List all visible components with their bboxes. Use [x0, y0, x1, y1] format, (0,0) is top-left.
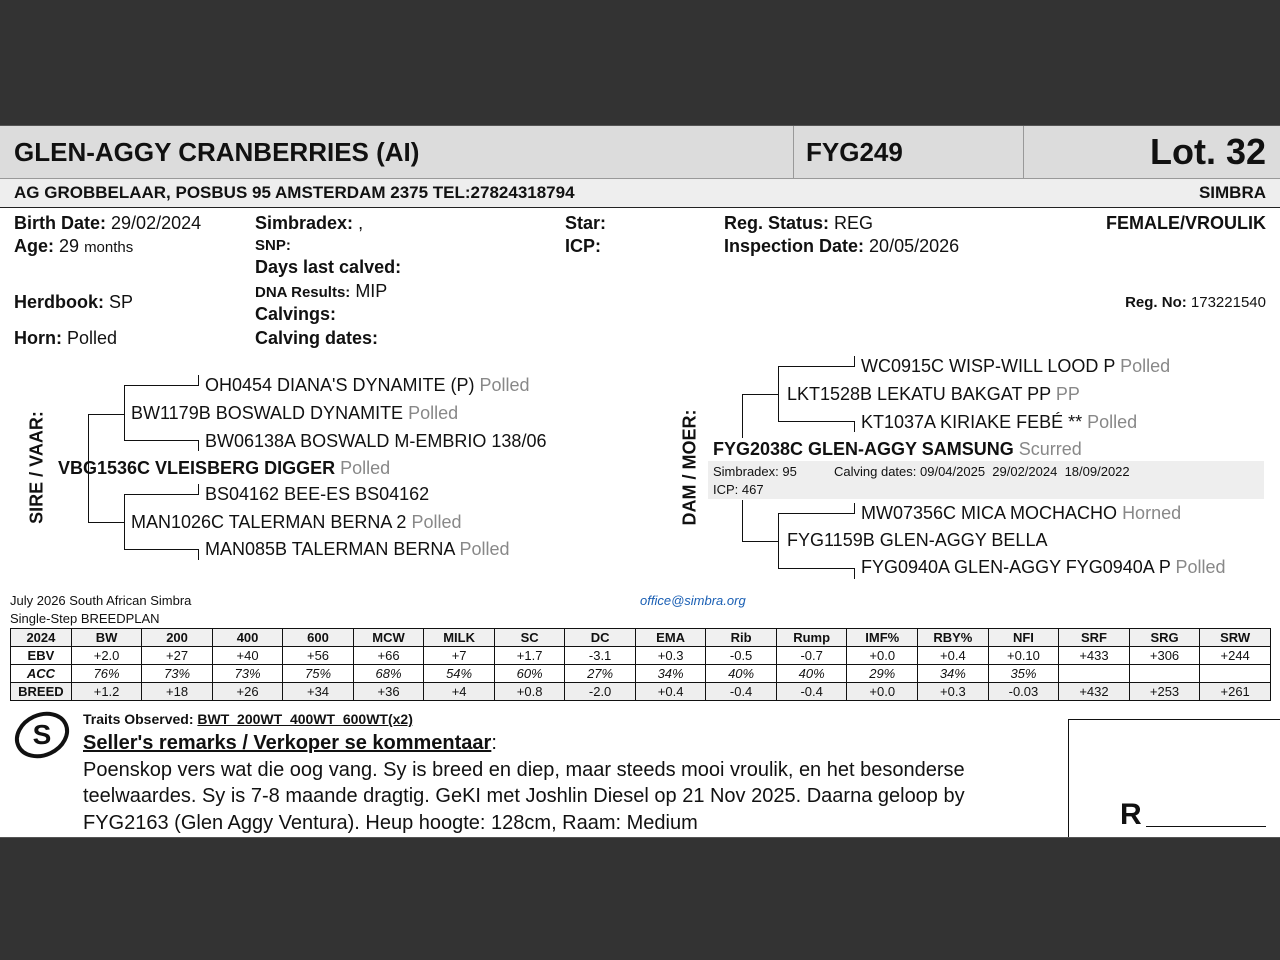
- dna-results: DNA Results: MIP: [255, 281, 388, 301]
- ebv-row: [11, 665, 1271, 683]
- ebv-cell: +306: [1129, 647, 1200, 665]
- icp: ICP:: [565, 236, 601, 256]
- reg-status: Reg. Status: REG: [724, 213, 874, 233]
- ebv-cell: +432: [1059, 683, 1130, 701]
- ebv-cell: +1.7: [494, 647, 564, 665]
- ebv-cell: 60%: [494, 665, 564, 683]
- ebv-header-cell: NFI: [988, 629, 1059, 647]
- dam-simbradex: Simbradex: 95: [713, 464, 797, 479]
- ebv-header-row: [11, 629, 1271, 647]
- ebv-header-cell: BW: [71, 629, 141, 647]
- ebv-cell: +261: [1200, 683, 1271, 701]
- ebv-cell: +0.3: [635, 647, 706, 665]
- ebv-cell: 34%: [635, 665, 706, 683]
- sex: FEMALE/VROULIK: [1106, 213, 1266, 233]
- ebv-cell: 40%: [706, 665, 776, 683]
- remarks-heading: Seller's remarks / Verkoper se kommentaar:: [83, 732, 497, 754]
- ebv-cell: [1200, 665, 1271, 683]
- snp: SNP:: [255, 237, 291, 254]
- ebv-cell: +0.8: [494, 683, 564, 701]
- ebv-row: [11, 683, 1271, 701]
- ebv-cell: +56: [283, 647, 353, 665]
- ebv-cell: +433: [1059, 647, 1130, 665]
- ebv-cell: +2.0: [71, 647, 141, 665]
- ebv-header-cell: SRF: [1059, 629, 1130, 647]
- ebv-cell: 40%: [776, 665, 847, 683]
- ebv-cell: 73%: [212, 665, 282, 683]
- registration-number: Reg. No: 173221540: [1125, 294, 1266, 311]
- ebv-cell: 68%: [353, 665, 424, 683]
- remarks-line-3: FYG2163 (Glen Aggy Ventura). Heup hoogte: 128cm, Raam: Medium: [83, 812, 698, 834]
- horn-status: Horn: Polled: [14, 328, 118, 348]
- calving-dates: Calving dates:: [255, 328, 379, 348]
- ebv-cell: +0.0: [847, 647, 918, 665]
- ebv-cell: +244: [1200, 647, 1271, 665]
- ebv-cell: 34%: [918, 665, 989, 683]
- ebv-cell: +0.4: [918, 647, 989, 665]
- ebv-header-cell: IMF%: [847, 629, 918, 647]
- ebv-cell: +34: [283, 683, 353, 701]
- remarks-line-2: teelwaardes. Sy is 7-8 maande dragtig. GeKI met Joshlin Diesel op 21 Nov 2025. Daarna geloop by: [83, 785, 965, 807]
- ebv-header-cell: RBY%: [918, 629, 989, 647]
- inspection-date: Inspection Date: 20/05/2026: [724, 236, 960, 256]
- ebv-cell: -0.5: [706, 647, 776, 665]
- ebv-cell: +0.0: [847, 683, 918, 701]
- birth-date: Birth Date: 29/02/2024: [14, 213, 202, 233]
- ebv-header-cell: DC: [565, 629, 635, 647]
- ebv-cell: 75%: [283, 665, 353, 683]
- ebv-cell: +7: [424, 647, 495, 665]
- ebv-cell: 54%: [424, 665, 495, 683]
- ebv-header-cell: 2024: [11, 629, 72, 647]
- ebv-cell: +0.3: [918, 683, 989, 701]
- dam-dam-sire: MW07356C MICA MOCHACHO Horned: [861, 503, 1182, 523]
- sire-name: VBG1536C VLEISBERG DIGGER Polled: [58, 458, 391, 478]
- calvings: Calvings:: [255, 304, 337, 324]
- ebv-cell: +36: [353, 683, 424, 701]
- ebv-cell: +27: [142, 647, 212, 665]
- ebv-header-cell: MCW: [353, 629, 424, 647]
- ebv-cell: EBV: [11, 647, 72, 665]
- sire-dam-sire: BS04162 BEE-ES BS04162: [205, 484, 430, 504]
- ebv-method: Single-Step BREEDPLAN: [10, 611, 160, 626]
- ebv-header-cell: 200: [142, 629, 212, 647]
- dam-dam-dam: FYG0940A GLEN-AGGY FYG0940A P Polled: [861, 557, 1226, 577]
- ebv-cell: [1059, 665, 1130, 683]
- ebv-header-cell: SRG: [1129, 629, 1200, 647]
- bid-box: [1068, 719, 1280, 838]
- ebv-cell: +26: [212, 683, 282, 701]
- dam-sire: LKT1528B LEKATU BAKGAT PP PP: [787, 384, 1080, 404]
- ebv-cell: -0.4: [706, 683, 776, 701]
- ebv-cell: +66: [353, 647, 424, 665]
- svg-text:S: S: [32, 719, 52, 750]
- animal-code: FYG249: [806, 137, 903, 167]
- ebv-cell: ACC: [11, 665, 72, 683]
- sire-sire: BW1179B BOSWALD DYNAMITE Polled: [131, 403, 459, 423]
- animal-name: GLEN-AGGY CRANBERRIES (AI): [14, 137, 420, 167]
- dam-dam: FYG1159B GLEN-AGGY BELLA: [787, 530, 1048, 550]
- ebv-cell: -0.4: [776, 683, 847, 701]
- ebv-row: [11, 647, 1271, 665]
- sire-dam-dam: MAN085B TALERMAN BERNA Polled: [205, 539, 510, 559]
- ebv-cell: 73%: [142, 665, 212, 683]
- remarks-line-1: Poenskop vers wat die oog vang. Sy is breed en diep, maar steeds mooi vroulik, en het besonderse: [83, 759, 965, 781]
- dam-calving-dates: Calving dates: 09/04/2025 29/02/2024 18/09/2022: [834, 464, 1130, 479]
- ebv-cell: +40: [212, 647, 282, 665]
- traits-observed: Traits Observed: BWT 200WT 400WT 600WT(x2): [83, 711, 413, 727]
- ebv-header-cell: SC: [494, 629, 564, 647]
- herdbook: Herdbook: SP: [14, 292, 134, 312]
- ebv-cell: +0.10: [988, 647, 1059, 665]
- lot-number: Lot. 32: [1149, 131, 1266, 172]
- bid-amount-line[interactable]: [1146, 826, 1266, 827]
- owner-bar: [0, 178, 1280, 208]
- ebv-cell: 35%: [988, 665, 1059, 683]
- ebv-cell: -0.7: [776, 647, 847, 665]
- email-link[interactable]: office@simbra.org: [640, 593, 746, 608]
- ebv-cell: [1129, 665, 1200, 683]
- ebv-cell: 27%: [565, 665, 635, 683]
- sire-side-label: SIRE / VAAR:: [26, 411, 47, 524]
- sire-sire-sire: OH0454 DIANA'S DYNAMITE (P) Polled: [205, 375, 530, 395]
- ebv-cell: 76%: [71, 665, 141, 683]
- ebv-header-cell: 400: [212, 629, 282, 647]
- dam-sire-dam: KT1037A KIRIAKE FEBÉ ** Polled: [861, 412, 1138, 432]
- star: Star:: [565, 213, 607, 233]
- ebv-table: [10, 628, 1271, 701]
- simbra-s-logo-icon: [12, 708, 72, 760]
- ebv-cell: +1.2: [71, 683, 141, 701]
- ebv-header-cell: 600: [283, 629, 353, 647]
- days-last-calved: Days last calved:: [255, 257, 402, 277]
- ebv-header-cell: Rump: [776, 629, 847, 647]
- ebv-cell: +0.4: [635, 683, 706, 701]
- ebv-header-cell: EMA: [635, 629, 706, 647]
- age: Age: 29 months: [14, 236, 134, 256]
- ebv-header-cell: Rib: [706, 629, 776, 647]
- ebv-cell: 29%: [847, 665, 918, 683]
- ebv-cell: +253: [1129, 683, 1200, 701]
- lot-card: [0, 125, 1280, 838]
- ebv-header-cell: SRW: [1200, 629, 1271, 647]
- owner-details: AG GROBBELAAR, POSBUS 95 AMSTERDAM 2375 TEL:27824318794: [14, 183, 575, 202]
- ebv-header-cell: MILK: [424, 629, 495, 647]
- breed-label: SIMBRA: [1198, 183, 1266, 202]
- dam-sire-sire: WC0915C WISP-WILL LOOD P Polled: [861, 356, 1171, 376]
- ebv-source: July 2026 South African Simbra: [10, 593, 192, 608]
- ebv-cell: +18: [142, 683, 212, 701]
- dam-icp: ICP: 467: [713, 482, 764, 497]
- ebv-cell: BREED: [11, 683, 72, 701]
- ebv-cell: +4: [424, 683, 495, 701]
- dam-name: FYG2038C GLEN-AGGY SAMSUNG Scurred: [713, 439, 1082, 459]
- sire-sire-dam: BW06138A BOSWALD M-EMBRIO 138/06: [205, 431, 547, 451]
- ebv-cell: -2.0: [565, 683, 635, 701]
- bid-currency: R: [1120, 798, 1142, 831]
- dam-side-label: DAM / MOER:: [679, 409, 700, 526]
- ebv-cell: -0.03: [988, 683, 1059, 701]
- sire-dam: MAN1026C TALERMAN BERNA 2 Polled: [131, 512, 462, 532]
- header-bar: [0, 126, 1280, 178]
- ebv-cell: -3.1: [565, 647, 635, 665]
- simbradex: Simbradex: ,: [255, 213, 364, 233]
